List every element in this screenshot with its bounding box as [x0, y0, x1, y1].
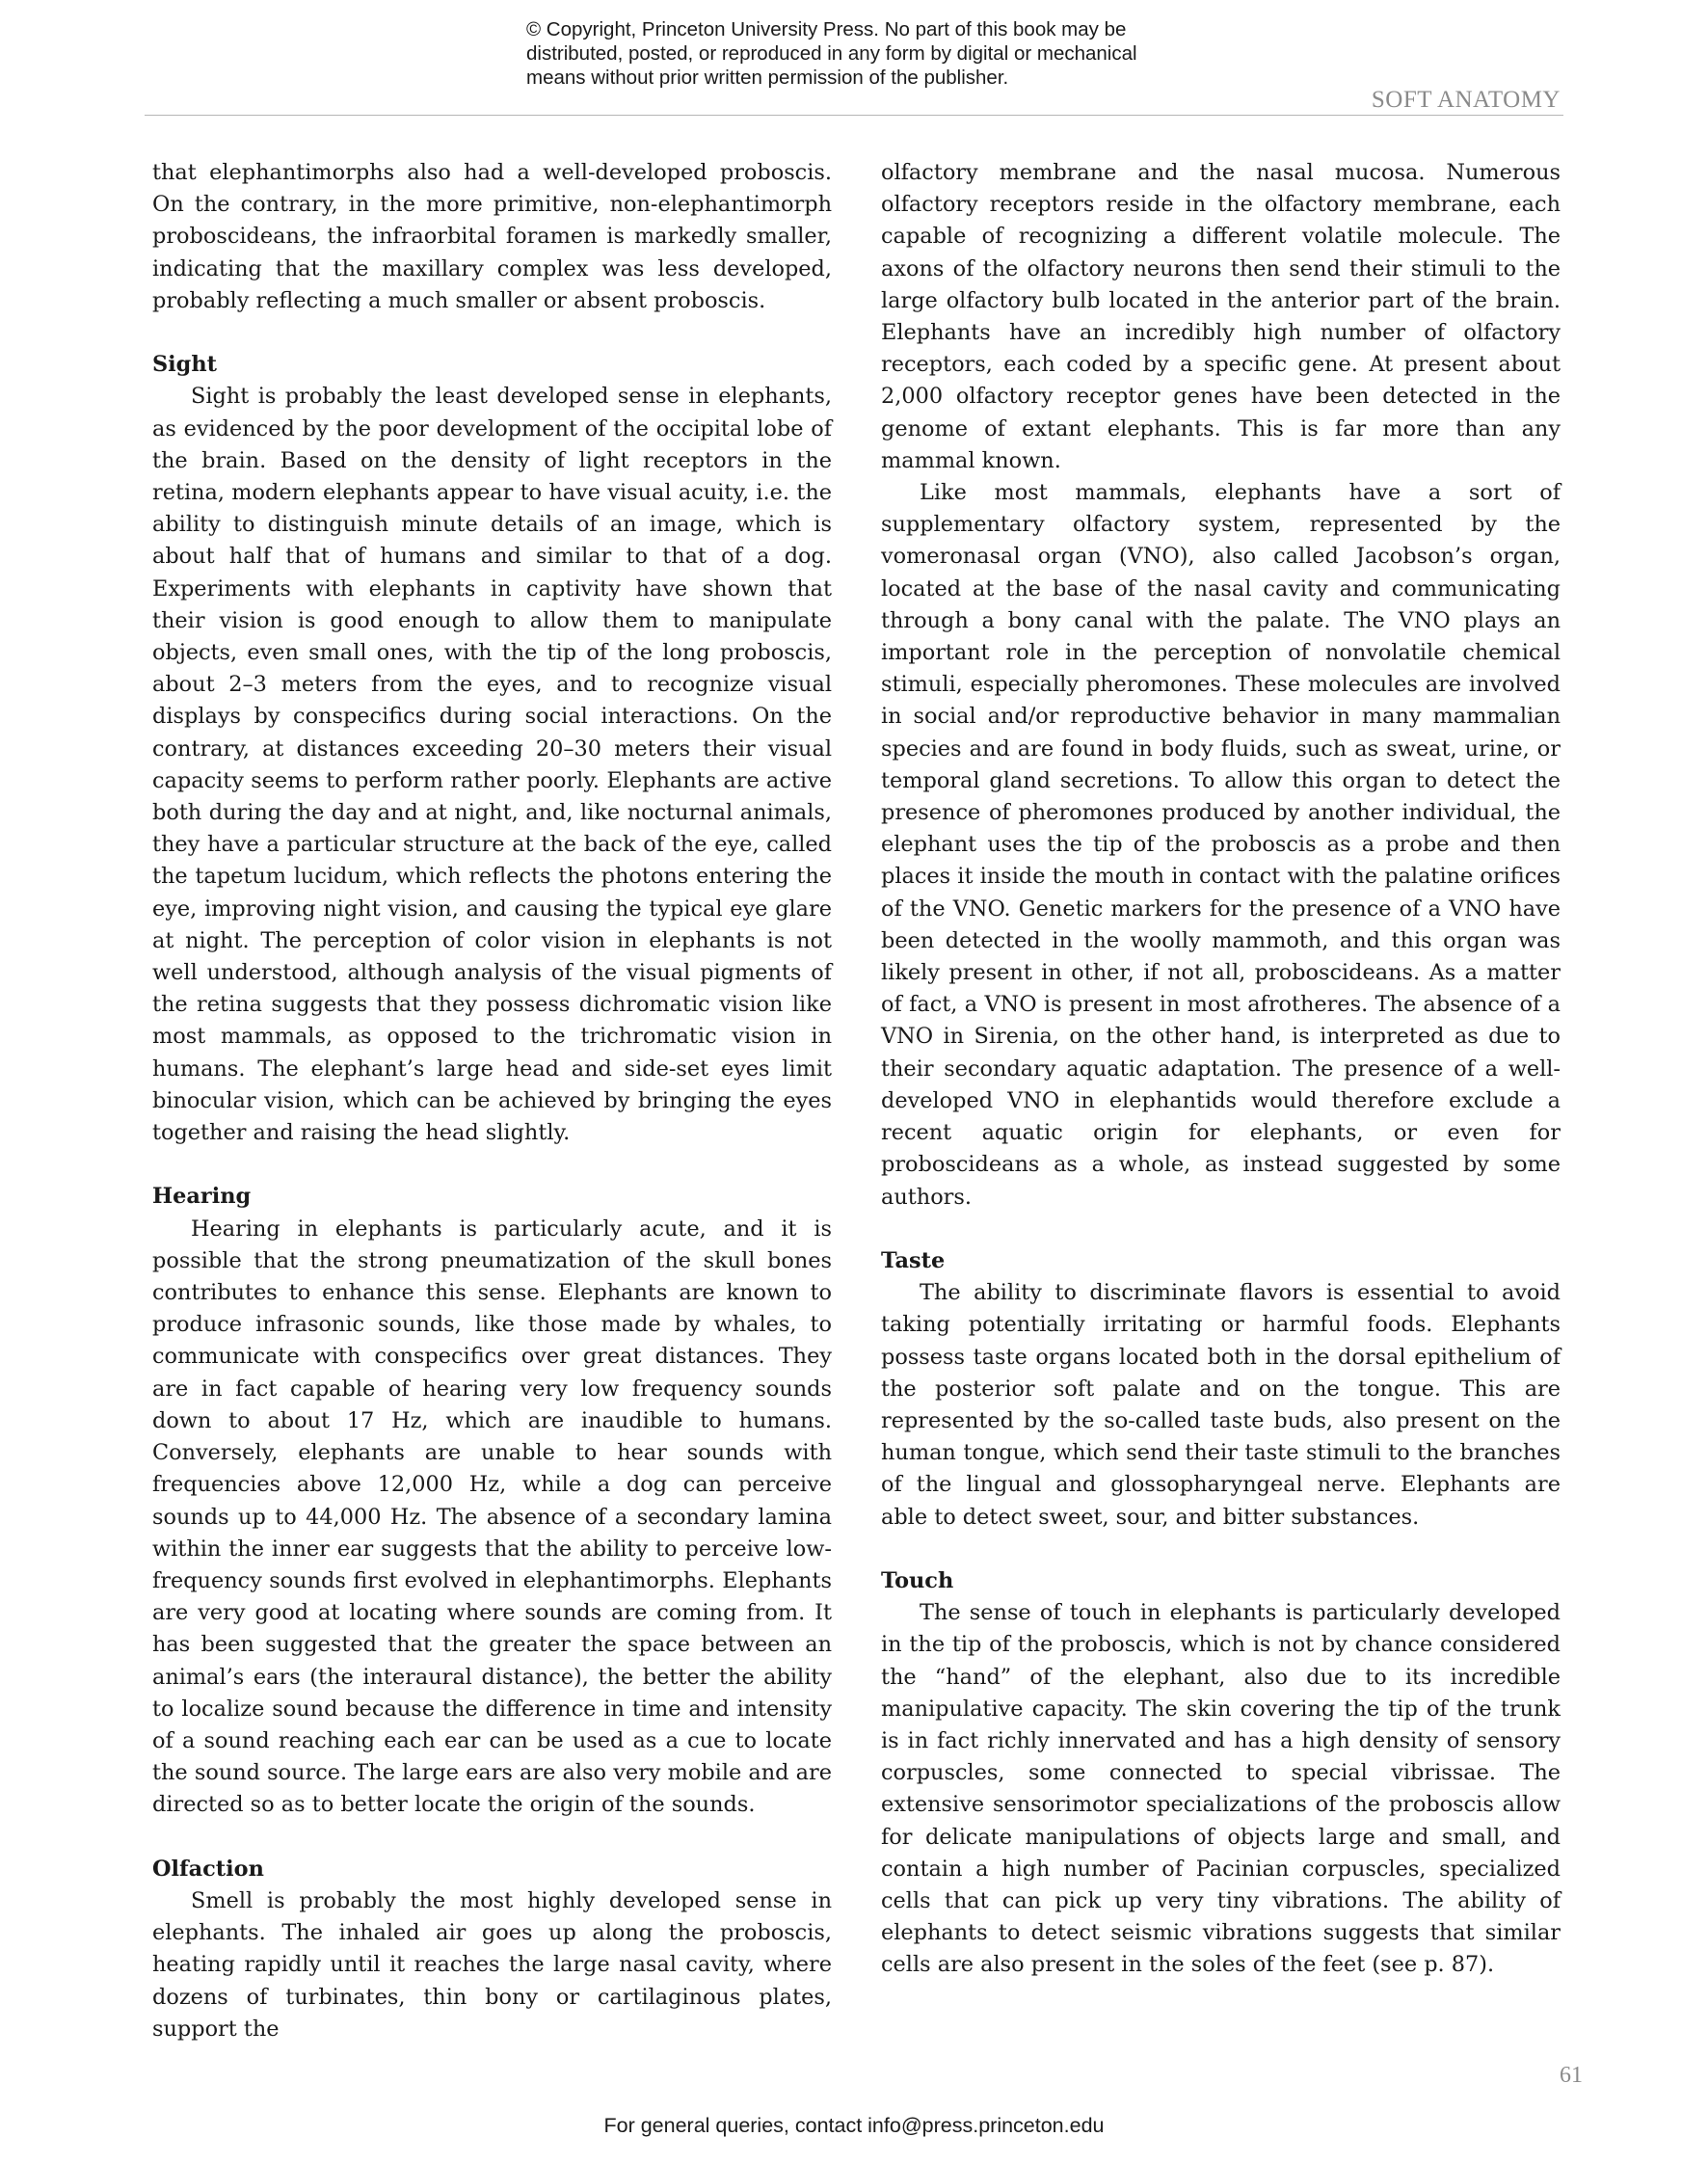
taste-paragraph: The ability to discriminate flavors is essential to avoid taking potentially irritating or harmful foods. Elephants possess taste organs located both in the dorsal epithelium of the posterior soft palate and on the tongue. This are represented by the so-called taste buds, also present on the human tongue, which send their taste stimuli to the branches of the lingual and glossopharyngeal nerve. Elephants are able to detect sweet, sour, and bitter substances. [881, 1280, 1561, 1530]
copyright-notice [526, 17, 1259, 90]
touch-paragraph: The sense of touch in elephants is particularly developed in the tip of the proboscis, which is not by chance considered the “hand” of the elephant, also due to its incredible manipulative capacity. The skin covering the tip of the trunk is in fact richly innervated and has a high density of sensory corpuscles, some connected to special vibrissae. The extensive sensorimotor specializations of the proboscis allow for delicate manipulations of objects large and small, and contain a high number of Pacinian corpuscles, specialized cells that can pick up very tiny vibrations. The ability of elephants to detect seismic vibrations suggests that similar cells are also present in the soles of the feet (see p. 87). [881, 1600, 1561, 1978]
intro-paragraph: that elephantimorphs also had a well-developed proboscis. On the contrary, in the more primitive, non-elephantimorph proboscideans, the infraorbital foramen is markedly smaller, indicating that the maxillary complex was less developed, probably reflecting a much smaller or absent proboscis. [152, 160, 832, 313]
section-heading-sight: Sight [152, 352, 217, 378]
section-gap [881, 1214, 1561, 1245]
olfaction-paragraph: Smell is probably the most highly developed sense in elephants. The inhaled air goes up along the proboscis, heating rapidly until it reaches the large nasal cavity, where dozens of turbinates, thin bony or cartilaginous plates, support the [152, 1887, 832, 2042]
section-heading-olfaction: Olfaction [152, 1856, 264, 1882]
sight-paragraph: Sight is probably the least developed sense in elephants, as evidenced by the poor development of the occipital lobe of the brain. Based on the density of light receptors in the retina, modern elephants appear to have visual acuity, i.e. the ability to distinguish minute details of an image, which is about half that of humans and similar to that of a dog. Experiments with elephants in captivity have shown that their vision is good enough to allow them to manipulate objects, even small ones, with the tip of the long proboscis, about 2–3 meters from the eyes, and to recognize visual displays by conspecifics during social interactions. On the contrary, at distances exceeding 20–30 meters their visual capacity seems to perform rather poorly. Elephants are active both during the day and at night, and, like nocturnal animals, they have a particular structure at the back of the eye, called the tapetum lucidum, which reflects the photons entering the eye, improving night vision, and causing the typical eye glare at night. The perception of color vision in elephants is not well understood, although analysis of the visual pigments of the retina suggests that they possess dichromatic vision like most mammals, as opposed to the trichromatic vision in humans. The elephant’s large head and side-set eyes limit binocular vision, which can be achieved by bringing the eyes together and raising the head slightly. [152, 384, 832, 1146]
page-number: 61 [1560, 2063, 1583, 2088]
header-divider [145, 115, 1563, 116]
section-gap [152, 317, 832, 349]
left-column [152, 157, 832, 2045]
footer-contact: For general queries, contact info@press.princeton.edu [603, 2114, 1105, 2137]
section-gap [152, 1822, 832, 1854]
vno-paragraph: Like most mammals, elephants have a sort of supplementary olfactory system, represented by the vomeronasal organ (VNO), also called Jacobson’s organ, located at the base of the nasal cavity and communicating through a bony canal with the palate. The VNO plays an important role in the perception of nonvolatile chemical stimuli, especially pheromones. These molecules are involved in social and/or reproductive behavior in many mammalian species and are found in body fluids, such as sweat, urine, or temporal gland secretions. To allow this organ to detect the presence of pheromones produced by another individual, the elephant uses the tip of the proboscis as a probe and then places it inside the mouth in contact with the palatine orifices of the VNO. Genetic markers for the presence of a VNO have been detected in the woolly mammoth, and this organ was likely present in other, if not all, proboscideans. As a matter of fact, a VNO is present in most afrotheres. The absence of a VNO in Sirenia, on the other hand, is interpreted as due to their secondary aquatic adaptation. The presence of a well-developed VNO in elephantids would therefore exclude a recent aquatic origin for elephants, or even for proboscideans as a whole, as instead suggested by some authors. [881, 480, 1561, 1210]
right-column [881, 157, 1561, 1982]
hearing-paragraph: Hearing in elephants is particularly acute, and it is possible that the strong pneumatization of the skull bones contributes to enhance this sense. Elephants are known to produce infrasonic sounds, like those made by whales, to communicate with conspecifics over great distances. They are in fact capable of hearing very low frequency sounds down to about 17 Hz, which are inaudible to humans. Conversely, elephants are unable to hear sounds with frequencies above 12,000 Hz, while a dog can perceive sounds up to 44,000 Hz. The absence of a secondary lamina within the inner ear suggests that the ability to perceive low-frequency sounds first evolved in elephantimorphs. Elephants are very good at locating where sounds are coming from. It has been suggested that the greater the space between an animal’s ears (the interaural distance), the better the ability to localize sound because the difference in time and intensity of a sound reaching each ear can be used as a cue to locate the sound source. The large ears are also very mobile and are directed so as to better locate the origin of the sounds. [152, 1216, 832, 1818]
copyright-line: © Copyright, Princeton University Press. No part of this book may be [526, 18, 1127, 40]
section-heading-hearing: Hearing [152, 1184, 252, 1210]
olfaction-continued-paragraph: olfactory membrane and the nasal mucosa. Numerous olfactory receptors reside in the olfactory membrane, each capable of recognizing a different volatile molecule. The axons of the olfactory neurons then send their stimuli to the large olfactory bulb located in the anterior part of the brain. Elephants have an incredibly high number of olfactory receptors, each coded by a specific gene. At present about 2,000 olfactory receptor genes have been detected in the genome of extant elephants. This is far more than any mammal known. [881, 160, 1561, 473]
section-gap [152, 1149, 832, 1181]
section-heading-taste: Taste [881, 1247, 946, 1273]
section-gap [881, 1534, 1561, 1565]
copyright-line: distributed, posted, or reproduced in any form by digital or mechanical [526, 42, 1137, 65]
copyright-line: means without prior written permission of the publisher. [526, 67, 1009, 89]
section-heading-touch: Touch [881, 1567, 954, 1593]
running-head: SOFT ANATOMY [1371, 87, 1561, 113]
